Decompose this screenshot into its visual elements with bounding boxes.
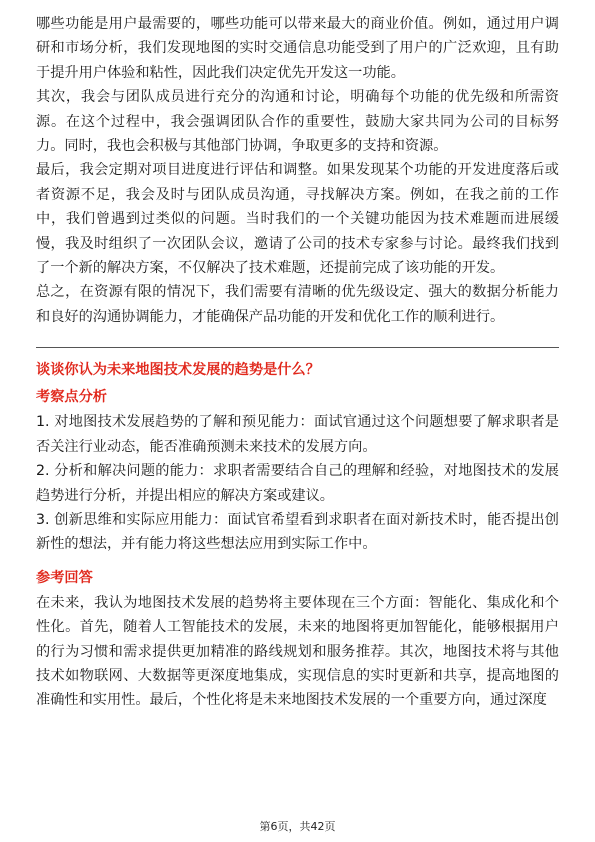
intro-paragraph-4: 总之，在资源有限的情况下，我们需要有清晰的优先级设定、强大的数据分析能力和良好的沟通协调能力，才能确保产品功能的开发和优化工作的顺利进行。 xyxy=(36,284,559,325)
analysis-heading: 考察点分析 xyxy=(36,389,107,406)
intro-paragraph-1: 哪些功能是用户最需要的，哪些功能可以带来最大的商业价值。例如，通过用户调研和市场分析，我们发现地图的实时交通信息功能受到了用户的广泛欢迎，且有助于提升用户体验和粘性，因此我们决定优先开发这一功能。 xyxy=(36,16,559,81)
page-number: 第6页，共42页 xyxy=(259,820,336,833)
interview-question: 谈谈你认为未来地图技术发展的趋势是什么？ xyxy=(36,362,320,379)
answer-heading: 参考回答 xyxy=(36,569,93,586)
intro-paragraph-3: 最后，我会定期对项目进度进行评估和调整。如果发现某个功能的开发进度落后或者资源不足，我会及时与团队成员沟通，寻找解决方案。例如，在我之前的工作中，我们曾遇到过类似的问题。当时我们的一个关键功能因为技术难题而进展缓慢，我及时组织了一次团队会议，邀请了公司的技术专家参与讨论。最终我们找到了一个新的解决方案，不仅解决了技术难题，还提前完成了该功能的开发。 xyxy=(36,162,559,277)
intro-paragraph-2: 其次，我会与团队成员进行充分的沟通和讨论，明确每个功能的优先级和所需资源。在这个过程中，我会强调团队合作的重要性，鼓励大家共同为公司的目标努力。同时，我也会积极与其他部门协调，争取更多的支持和资源。 xyxy=(36,89,559,155)
analysis-item-1: 1. 对地图技术发展趋势的了解和预见能力：面试官通过这个问题想要了解求职者是否关注行业动态，能否准确预测未来技术的发展方向。 xyxy=(36,414,559,455)
analysis-item-3: 3. 创新思维和实际应用能力：面试官希望看到求职者在面对新技术时，能否提出创新性的想法，并有能力将这些想法应用到实际工作中。 xyxy=(36,511,559,553)
section-divider xyxy=(36,347,559,348)
analysis-item-2: 2. 分析和解决问题的能力：求职者需要结合自己的理解和经验，对地图技术的发展趋势进行分析，并提出相应的解决方案或建议。 xyxy=(36,463,559,504)
answer-paragraph: 在未来，我认为地图技术发展的趋势将主要体现在三个方面：智能化、集成化和个性化。首先，随着人工智能技术的发展，未来的地图将更加智能化，能够根据用户的行为习惯和需求提供更加精准的路线规划和服务推荐。其次，地图技术将与其他技术如物联网、大数据等更深度地集成，实现信息的实时更新和共享，提高地图的准确性和实用性。最后，个性化将是未来地图技术发展的一个重要方向，通过深度 xyxy=(36,594,559,709)
page-content xyxy=(36,12,559,713)
